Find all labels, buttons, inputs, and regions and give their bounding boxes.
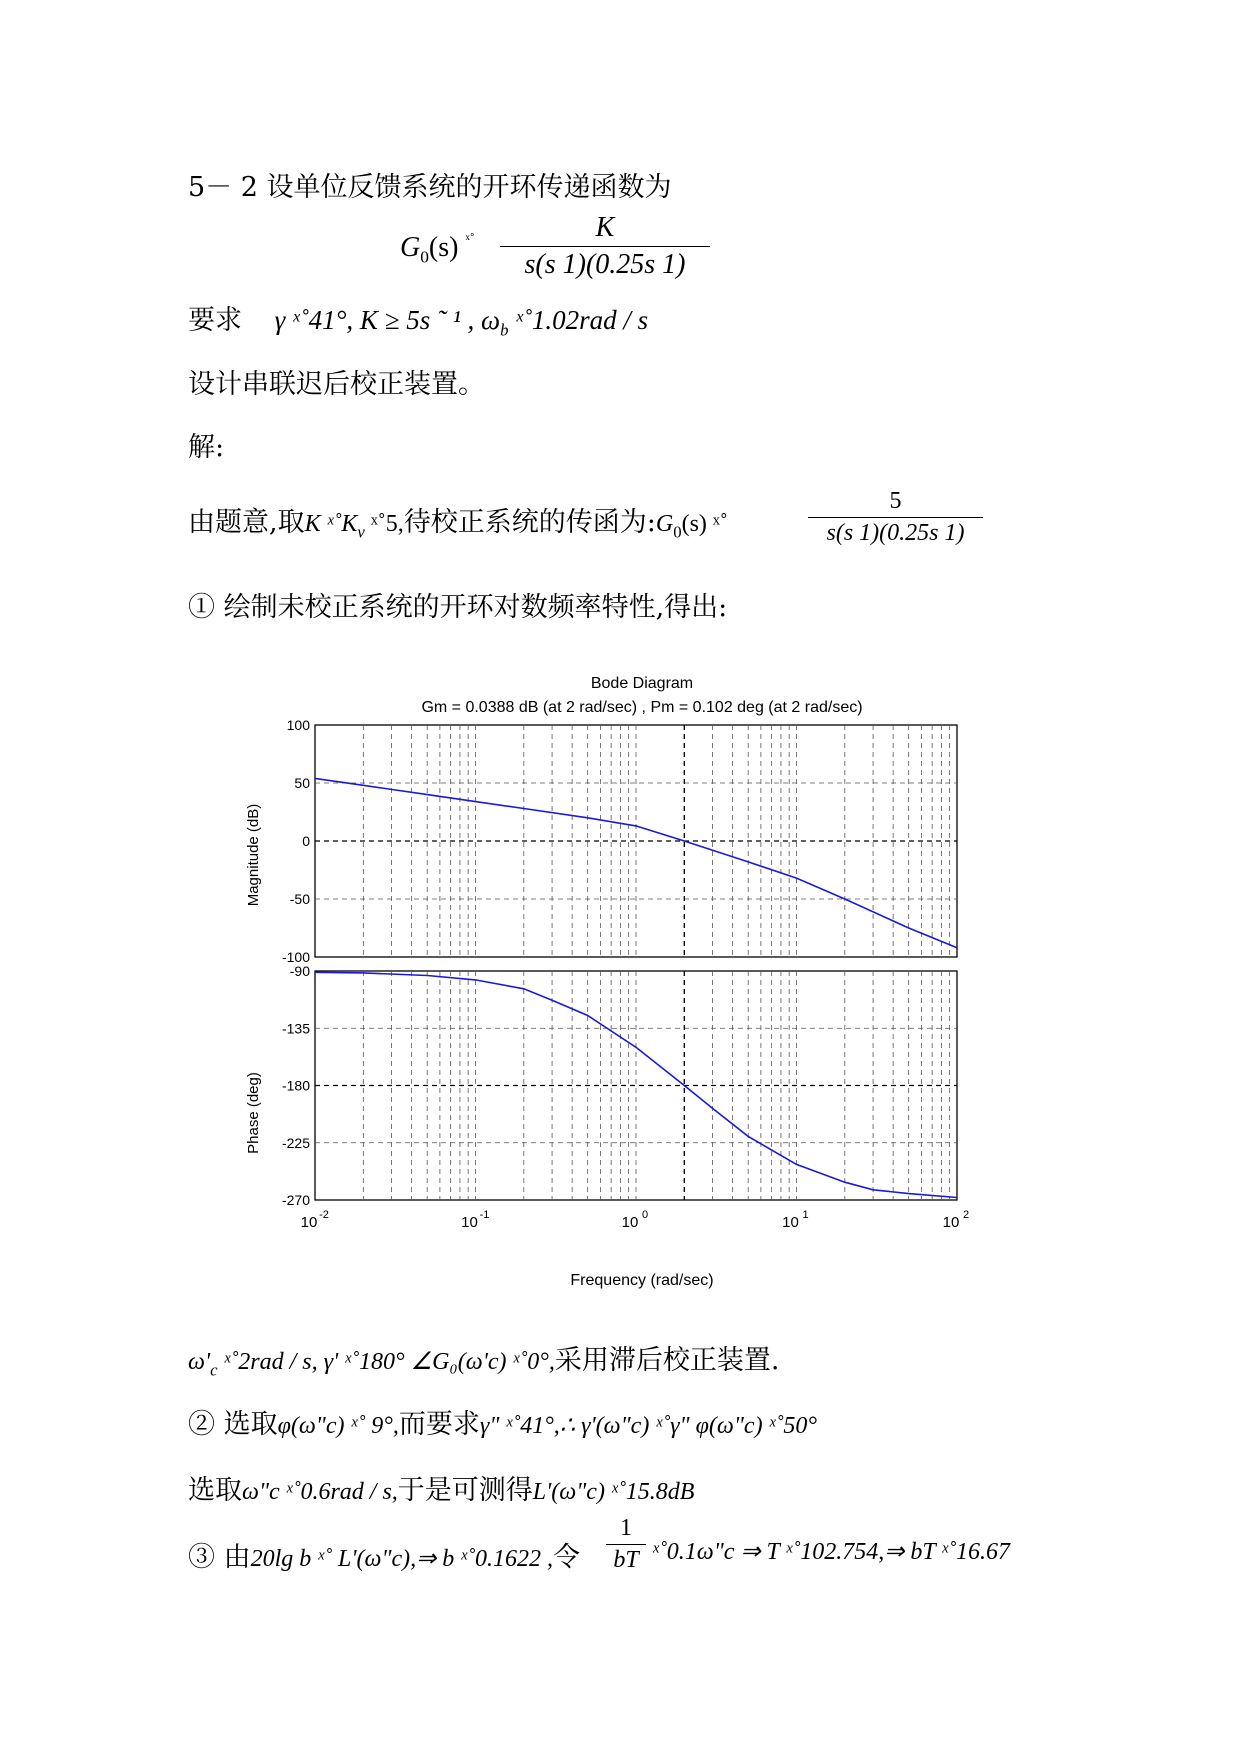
bode-diagram — [230, 665, 1010, 1305]
x-tick-exponent: -2 — [319, 1209, 329, 1221]
plant-tf-fraction: 5 s(s 1)(0.25s 1) — [808, 488, 983, 547]
step-3-tail: ˣ˚0.1ω"c ⇒ T ˣ˚102.754,⇒ bT ˣ˚16.67 — [652, 1539, 1011, 1565]
y-tick-label: -50 — [289, 891, 310, 907]
step-2b: 选取ω"c ˣ˚0.6rad / s,于是可测得L'(ω"c) ˣ˚15.8dB — [188, 1475, 695, 1506]
step-3-fraction: 1 bT — [606, 1515, 646, 1574]
plot-frame — [315, 971, 957, 1200]
step-1: ① 绘制未校正系统的开环对数频率特性,得出: — [188, 592, 728, 623]
phase-axis-label: Phase (deg) — [245, 1072, 262, 1154]
y-tick-label: -225 — [281, 1134, 310, 1151]
step-3: ③ 由20lg b ˣ˚ L'(ω"c),⇒ b ˣ˚0.1622 ,令 — [188, 1542, 581, 1573]
transfer-function-fraction: K s(s 1)(0.25s 1) — [500, 212, 710, 281]
requirement-line: 要求 γ ˣ˚41°, K ≥ 5s ˜ ¹ , $\omega_b$ ˣ˚1.02rad / s — [188, 305, 649, 340]
x-tick-label: 10 — [942, 1214, 960, 1231]
y-tick-label: 100 — [286, 717, 310, 733]
problem-heading: 5－ 2 设单位反馈系统的开环传递函数为 — [188, 172, 672, 203]
y-tick-label: -135 — [281, 1020, 310, 1037]
x-tick-label: 10 — [621, 1214, 639, 1231]
y-tick-label: 0 — [302, 833, 310, 849]
requirement-label: 要求 — [188, 305, 242, 336]
y-tick-label: -180 — [281, 1077, 310, 1094]
y-tick-label: 50 — [294, 775, 310, 791]
x-tick-exponent: 0 — [641, 1209, 649, 1221]
x-tick-exponent: 1 — [802, 1209, 809, 1221]
x-tick-exponent: -1 — [479, 1209, 490, 1221]
plot-frame — [315, 725, 957, 957]
chart-subtitle: Gm = 0.0388 dB (at 2 rad/sec) , Pm = 0.102 deg (at 2 rad/sec) — [421, 699, 863, 716]
step-2: ② 选取φ(ω"c) ˣ˚ 9°,而要求γ" ˣ˚41°,∴ γ'(ω"c) ˣ˚γ" φ(ω"c) ˣ˚50° — [188, 1409, 817, 1440]
y-tick-label: -270 — [281, 1192, 310, 1208]
solution-label: 解: — [188, 432, 225, 463]
x-tick-label: 10 — [461, 1214, 478, 1231]
solution-line-1: 由题意,取K $ˣ˚K_v$ ˣ˚5,待校正系统的传函为$:G_0(s)$ ˣ˚ — [188, 507, 728, 542]
x-tick-label: 10 — [300, 1214, 318, 1231]
chart-title: Bode Diagram — [590, 675, 694, 692]
x-axis-label: Frequency (rad/sec) — [570, 1272, 714, 1289]
y-tick-label: -100 — [281, 949, 310, 965]
task-line: 设计串联迟后校正装置。 — [188, 369, 485, 400]
transfer-function-lhs: $G_0(s)$ $^{ˣ˚}$ — [400, 232, 475, 267]
x-tick-exponent: 2 — [962, 1209, 970, 1221]
magnitude-axis-label: Magnitude (dB) — [245, 803, 262, 907]
phase-panel — [282, 963, 957, 1208]
magnitude-panel — [282, 717, 957, 965]
crossover-line: $\omega'_c$ ˣ˚2rad / s, γ' ˣ˚180° ∠G₀(ω'c) ˣ˚0°,采用滞后校正装置. — [188, 1345, 780, 1380]
x-tick-label: 10 — [782, 1214, 799, 1231]
y-tick-label: -90 — [289, 963, 310, 979]
x-axis-ticks — [301, 1209, 969, 1231]
